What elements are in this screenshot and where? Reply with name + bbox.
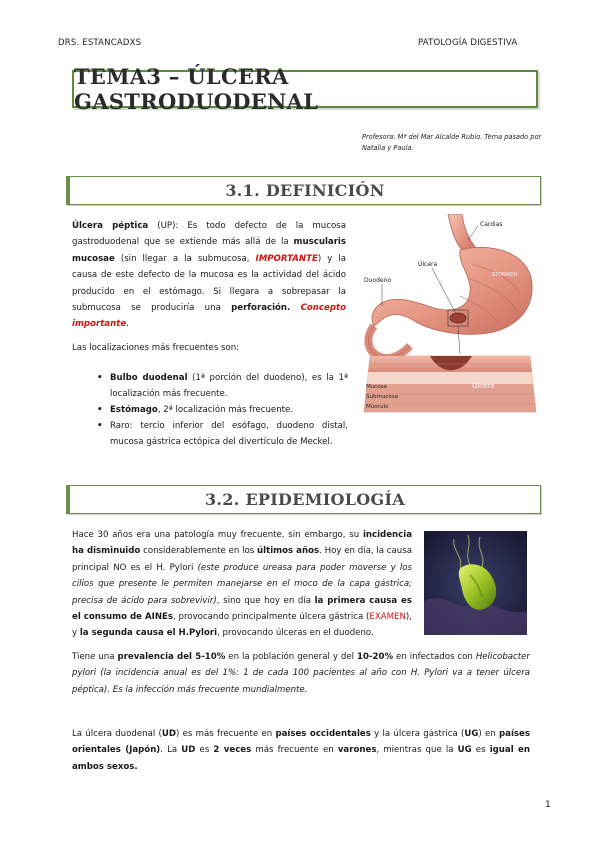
text: Hace 30 años era una patología muy frecuente, sin embargo, su bbox=[72, 530, 363, 540]
emph: prevalencia del 5-10% bbox=[117, 652, 226, 662]
text: . bbox=[126, 319, 129, 330]
label-submucosa: Submucosa bbox=[366, 394, 398, 400]
section-heading-epidemiologia: 3.2. EPIDEMIOLOGÍA bbox=[66, 485, 541, 514]
emph: 2 veces bbox=[213, 745, 252, 756]
h-pylori-image bbox=[424, 531, 527, 635]
bullet-bold: Estómago bbox=[110, 405, 158, 415]
concept-note: Concepto importante bbox=[72, 303, 346, 330]
wall-cross-section bbox=[364, 356, 536, 412]
label-mucosa: Mucosa bbox=[366, 384, 387, 390]
document-title: TEMA3 – ÚLCERA GASTRODUODENAL bbox=[72, 70, 538, 108]
epidemiology-paragraph-1 bbox=[72, 527, 412, 642]
text: y la úlcera gástrica ( bbox=[370, 729, 465, 739]
text: es bbox=[471, 745, 490, 756]
bullet-text: (1ª porción del duodeno), es la 1ª localización más frecuente. bbox=[110, 373, 348, 399]
italic-note: (este produce ureasa para poder moverse y los cilios que presente le permiten manejarse en el moco de la capa gástrica; precisa de ácido para sobrevivir) bbox=[72, 562, 412, 606]
text: . La bbox=[160, 745, 182, 756]
emph: últimos años bbox=[257, 546, 320, 557]
term-muscularis: muscularis mucosae bbox=[72, 237, 346, 264]
label-stomach: STOMACH bbox=[492, 272, 518, 278]
bullet-bold: Bulbo duodenal bbox=[110, 373, 188, 383]
emph: países occidentales bbox=[275, 729, 371, 739]
italic-note: Helicobacter pylori (la incidencia anual es del 1%: 1 de cada 100 pacientes al año con H. Pylori va a tener úlcera péptica). Es la infección más frecuente mundialmente. bbox=[72, 652, 530, 695]
text: en infectados con bbox=[393, 652, 476, 662]
text: La úlcera duodenal ( bbox=[72, 729, 162, 739]
text: ) en bbox=[478, 729, 500, 739]
emph: UD bbox=[181, 745, 196, 756]
text: (sin llegar a la submucosa, bbox=[114, 253, 256, 264]
exam-note: EXAMEN bbox=[369, 612, 406, 623]
label-ulcera: Úlcera bbox=[418, 261, 438, 268]
section-heading-definicion: 3.1. DEFINICIÓN bbox=[66, 176, 541, 205]
locations-list bbox=[92, 370, 348, 450]
text: , provocando principalmente úlcera gástrica ( bbox=[173, 612, 370, 623]
important-note: IMPORTANTE bbox=[255, 253, 318, 264]
text: considerablemente en los bbox=[140, 546, 258, 557]
text: ) y la causa de este defecto de la mucosa es la actividad del ácido producido en el estómago. Si llegara a sobrepasar la submucosa se produciría una bbox=[72, 253, 346, 314]
epidemiology-paragraph-2 bbox=[72, 649, 530, 698]
emph: igual en ambos sexos. bbox=[72, 745, 530, 772]
label-duodeno: Duodeno bbox=[364, 277, 392, 284]
term-ulcera-peptica: Úlcera péptica bbox=[72, 221, 149, 231]
label-cardias: Cardias bbox=[480, 221, 503, 228]
text: ) es más frecuente en bbox=[175, 729, 276, 739]
label-musculo: Músculo bbox=[366, 404, 389, 410]
emph: la segunda causa el H.Pylori bbox=[79, 628, 218, 639]
stomach-ulcer-illustration bbox=[360, 214, 540, 418]
text: Tiene una bbox=[72, 652, 118, 662]
bullet-text: Raro: tercio inferior del esófago, duodeno distal, mucosa gástrica ectópica del divertículo de Meckel. bbox=[110, 421, 348, 447]
professor-note: Profesora: Mª del Mar Alcalde Rubio. Tema pasado por Natalia y Paula. bbox=[362, 133, 542, 152]
text: es bbox=[195, 745, 214, 756]
bullet-text: , 2ª localización más frecuente. bbox=[157, 405, 294, 415]
text: , sino que hoy en día bbox=[216, 595, 315, 606]
emph: varones bbox=[337, 745, 377, 756]
list-item bbox=[110, 370, 348, 402]
text: (UP): Es todo defecto de la mucosa gastroduodenal que se extiende más allá de la bbox=[72, 221, 346, 248]
emph: la primera causa es el consumo de AINEs bbox=[72, 595, 413, 623]
header-right: PATOLOGÍA DIGESTIVA bbox=[418, 38, 518, 48]
emph: UD bbox=[161, 729, 176, 739]
definition-paragraph bbox=[72, 218, 346, 333]
text: , provocando úlceras en el duodeno. bbox=[217, 628, 374, 639]
locations-intro: Las localizaciones más frecuentes son: bbox=[72, 343, 240, 353]
text: , mientras que la bbox=[376, 745, 458, 756]
term-perforacion: perforación. bbox=[231, 303, 291, 314]
text: . Hoy en día, la causa principal NO es el H. Pylori bbox=[72, 546, 412, 573]
page-number: 1 bbox=[545, 800, 551, 810]
header-left: DRS. ESTANCADXS bbox=[58, 38, 142, 48]
list-item bbox=[110, 418, 348, 450]
epidemiology-paragraph-3 bbox=[72, 726, 530, 775]
text: ), y bbox=[72, 612, 412, 639]
list-item bbox=[110, 402, 348, 418]
text: más frecuente en bbox=[251, 745, 338, 756]
emph: 10-20% bbox=[356, 652, 394, 662]
emph: países orientales (Japón) bbox=[72, 729, 530, 756]
emph: UG bbox=[457, 745, 472, 756]
label-ulcera-section: Úlcera bbox=[472, 382, 495, 390]
emph: incidencia ha disminuido bbox=[72, 530, 412, 557]
text: en la población general y del bbox=[225, 652, 357, 662]
text bbox=[290, 303, 300, 313]
emph: UG bbox=[464, 729, 479, 739]
